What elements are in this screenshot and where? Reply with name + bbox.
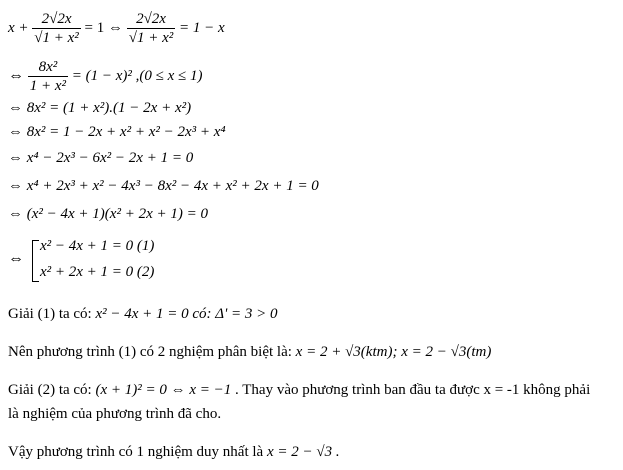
p3-text-b: . Thay vào phương trình ban đầu ta được x = -1 không phải bbox=[235, 382, 591, 398]
paragraph-roots bbox=[8, 344, 491, 361]
eq2-frac-num: 8x² bbox=[28, 58, 68, 77]
eq2-fraction bbox=[28, 58, 68, 95]
eq1-frac-den: √1 + x² bbox=[34, 30, 79, 47]
p3-text-a: Giải (2) ta có: bbox=[8, 382, 96, 398]
p2-math: x = 2 + √3(ktm); x = 2 − √3(tm) bbox=[295, 344, 492, 360]
equation-line-4: ⇔ 8x² = 1 − 2x + x² + x² − 2x³ + x⁴ bbox=[8, 124, 226, 140]
paragraph-conclusion bbox=[8, 444, 340, 461]
equation-line-3: ⇔ 8x² = (1 + x²).(1 − 2x + x²) bbox=[8, 100, 192, 116]
p4-math: x = 2 − √3 . bbox=[266, 444, 340, 460]
eq1-prefix: x + bbox=[8, 20, 29, 36]
equation-line-5: ⇔ x⁴ − 2x³ − 6x² − 2x + 1 = 0 bbox=[8, 150, 194, 166]
eq2-frac-den: 1 + x² bbox=[29, 78, 67, 95]
eq2-rhs: = (1 − x)² ,(0 ≤ x ≤ 1) bbox=[71, 68, 203, 84]
iff-symbol: ⇔ bbox=[8, 67, 24, 84]
p4-text: Vậy phương trình có 1 nghiệm duy nhất là bbox=[8, 444, 267, 460]
p2-text: Nên phương trình (1) có 2 nghiệm phân biệt là: bbox=[8, 344, 296, 360]
equation-line-7: ⇔ (x² − 4x + 1)(x² + 2x + 1) = 0 bbox=[8, 206, 208, 222]
paragraph-solve-1 bbox=[8, 306, 278, 323]
eq1-fraction-right bbox=[127, 10, 176, 47]
eq1-mid: = 1 ⇔ bbox=[84, 20, 124, 36]
paragraph-solve-2-cont: là nghiệm của phương trình đã cho. bbox=[8, 406, 222, 422]
equation-line-6: ⇔ x⁴ + 2x³ + x² − 4x³ − 8x² − 4x + x² + 2x + 1 = 0 bbox=[8, 178, 319, 194]
paragraph-solve-2 bbox=[8, 382, 590, 399]
system-bracket bbox=[32, 240, 39, 282]
p1-math: x² − 4x + 1 = 0 có: Δ' = 3 > 0 bbox=[95, 306, 278, 322]
equation-line-2 bbox=[8, 56, 203, 96]
eq1-frac-num-2: 2√2x bbox=[127, 10, 176, 29]
p3-math: (x + 1)² = 0 ⇔ x = −1 bbox=[95, 382, 232, 398]
eq1-frac-den-2: √1 + x² bbox=[128, 30, 174, 47]
iff-symbol-system: ⇔ bbox=[8, 250, 24, 267]
eq1-rhs: = 1 − x bbox=[179, 20, 225, 36]
equation-line-1 bbox=[8, 8, 225, 48]
system-equation-2: x² + 2x + 1 = 0 (2) bbox=[40, 264, 155, 280]
eq1-fraction-left bbox=[32, 10, 81, 47]
eq1-frac-num: 2√2x bbox=[32, 10, 81, 29]
system-equation-1: x² − 4x + 1 = 0 (1) bbox=[40, 238, 155, 254]
p1-text: Giải (1) ta có: bbox=[8, 306, 96, 322]
